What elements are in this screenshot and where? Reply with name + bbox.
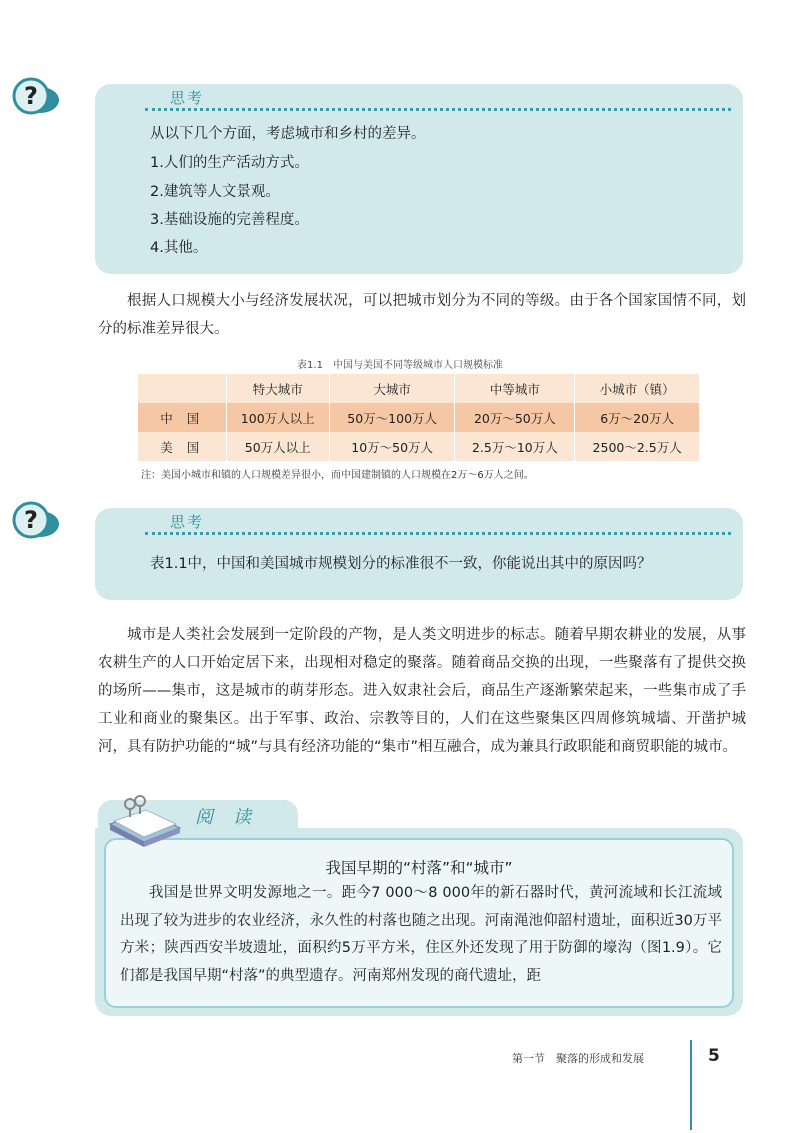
population-table [138,374,700,461]
table-header-cell [138,374,226,403]
table-header-row [138,374,700,403]
table-cell: 2.5万～10万人 [455,432,575,461]
table-cell: 50万人以上 [226,432,329,461]
footer-divider [690,1040,692,1130]
table-header-cell: 小城市（镇） [575,374,700,403]
think-line: 3.基础设施的完善程度。 [150,212,309,228]
page-number: 5 [708,1046,720,1066]
table-cell: 2500～2.5万人 [575,432,700,461]
svg-text:?: ? [24,506,38,534]
body-paragraph-1: 根据人口规模大小与经济发展状况，可以把城市划分为不同的等级。由于各个国家国情不同，划分的标准差异很大。 [98,293,746,337]
table-header-cell: 特大城市 [226,374,329,403]
table-caption: 表1.1 中国与美国不同等级城市人口规模标准 [297,360,503,371]
dotted-divider [145,108,731,111]
question-mark-icon [10,500,60,540]
think-line: 1.人们的生产活动方式。 [150,155,309,171]
dotted-divider [145,532,731,535]
reading-title: 我国早期的“村落”和“城市” [325,859,513,877]
table-cell: 6万～20万人 [575,403,700,432]
table-cell: 10万～50万人 [329,432,454,461]
table-header-cell: 中等城市 [455,374,575,403]
think-label-2: 思考 [170,513,205,531]
think-line: 表1.1中，中国和美国城市规模划分的标准很不一致，你能说出其中的原因吗？ [150,556,652,572]
footer-section-title: 第一节 聚落的形成和发展 [512,1052,644,1065]
table-row-header: 美国 [138,432,226,461]
table-row [138,432,700,461]
table-cell: 20万～50万人 [455,403,575,432]
table-note: 注：美国小城市和镇的人口规模差异很小，而中国建制镇的人口规模在2万～6万人之间。 [141,470,534,481]
table-cell: 50万～100万人 [329,403,454,432]
body-paragraph-2: 城市是人类社会发展到一定阶段的产物，是人类文明进步的标志。随着早期农耕业的发展，从事农耕生产的人口开始定居下来，出现相对稳定的聚落。随着商品交换的出现，一些聚落有了提供交换的场所——集市，这是城市的萌芽形态。进入奴隶社会后，商品生产逐渐繁荣起来，一些集市成了手工业和商业的聚集区。出于军事、政治、宗教等目的，人们在这些聚集区四周修筑城墙、开凿护城河，具有防护功能的“城”与具有经济功能的“集市”相互融合，成为兼具行政职能和商贸职能的城市。 [98,627,746,755]
think-line: 2.建筑等人文景观。 [150,184,280,200]
notepad-icon [104,790,184,850]
question-mark-icon [10,76,60,116]
table-row-header: 中国 [138,403,226,432]
think-line: 从以下几个方面，考虑城市和乡村的差异。 [150,126,426,142]
table-row [138,403,700,432]
think-label-1: 思考 [170,89,205,107]
table-cell: 100万人以上 [226,403,329,432]
reading-label: 阅读 [195,807,271,828]
svg-text:?: ? [24,82,38,110]
reading-paragraph: 我国是世界文明发源地之一。距今7 000～8 000年的新石器时代，黄河流域和长江流域出现了较为进步的农业经济，永久性的村落也随之出现。河南渑池仰韶村遗址，面积近30万平方米；陕西西安半坡遗址，面积约5万平方米，住区外还发现了用于防御的壕沟（图1.9）。它们都是我国早期“村落”的典型遗存。河南郑州发现的商代遗址，距 [120,885,722,984]
table-header-cell: 大城市 [329,374,454,403]
think-line: 4.其他。 [150,240,208,256]
